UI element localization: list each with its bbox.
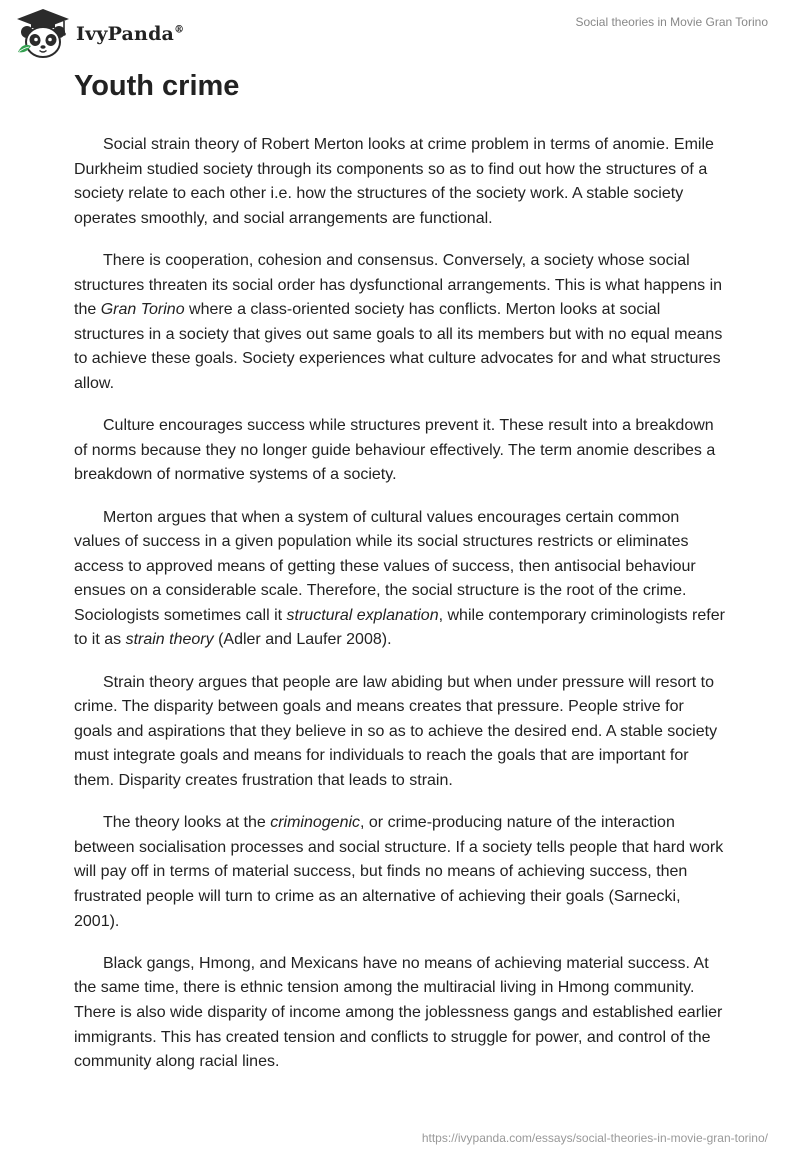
paragraph [74, 414, 726, 488]
text-run: Social strain theory of Robert Merton looks at crime problem in terms of anomie. Emile Durkheim studied society through its components so as to find out how the structures of a society relate to each other i.e. how the structures of the society work. A stable society operates smoothly, and social arrangements are functional. [74, 136, 714, 227]
paragraph [74, 952, 726, 1075]
source-url[interactable]: https://ivypanda.com/essays/social-theories-in-movie-gran-torino/ [421, 1131, 768, 1145]
text-run: where a class-oriented society has conflicts. Merton looks at social structures in a society that gives out same goals to all its members but with no equal means to achieve these goals. Society experiences what culture advocates for and what structures allow. [74, 301, 723, 392]
text-run: , or crime-producing nature of the interaction between socialisation processes and social structure. If a society tells people that hard work will pay off in terms of material success, but finds no means of achieving success, then frustrated people will turn to crime as an alternative of achieving their goals (Sarnecki, 2001). [74, 814, 724, 930]
text-run: , while contemporary criminologists refer to it as [74, 606, 725, 649]
paragraph [74, 811, 726, 934]
text-run: Merton argues that when a system of cultural values encourages certain common values of success in a given population while its social structures restricts or eliminates access to approved means of getting these values of success, then antisocial behaviour ensues on a considerable scale. Therefore, the social structure is the root of the crime. Sociologists sometimes call it [74, 508, 696, 624]
italic-text: structural explanation [286, 606, 439, 624]
text-run: Black gangs, Hmong, and Mexicans have no means of achieving material success. At the same time, there is ethnic tension among the multiracial living in Hmong community. There is also wide disparity of income among the joblessness gangs and established earlier immigrants. This has created tension and conflicts to struggle for power, and control of the community along racial lines. [74, 954, 723, 1071]
text-run: Strain theory argues that people are law abiding but when under pressure will resort to crime. The disparity between goals and means creates that pressure. People strive for goals and aspirations that they believe in so as to achieve the desired end. A stable society must integrate goals and means for individuals to reach the goals that are important for them. Disparity creates frustration that leads to strain. [74, 673, 718, 790]
italic-text: criminogenic [270, 814, 361, 832]
panda-graduate-icon [14, 8, 72, 60]
paragraph [74, 249, 726, 397]
paragraph [74, 506, 726, 654]
brand-logo[interactable] [14, 8, 184, 60]
document-title: Social theories in Movie Gran Torino [575, 15, 768, 29]
italic-text: strain theory [125, 631, 214, 649]
paragraph [74, 133, 726, 231]
brand-name: IvyPanda® [76, 23, 185, 45]
article-body [74, 133, 726, 1092]
text-run: (Adler and Laufer 2008). [213, 631, 392, 649]
text-run: The theory looks at the [103, 814, 271, 832]
text-run: There is cooperation, cohesion and consensus. Conversely, a society whose social structures threaten its social order has dysfunctional arrangements. This is what happens in the [74, 251, 723, 319]
text-run: Culture encourages success while structures prevent it. These result into a breakdown of norms because they no longer guide behaviour effectively. The term anomie describes a breakdown of normative systems of a society. [74, 417, 716, 484]
page-header [0, 0, 800, 70]
paragraph [74, 671, 726, 794]
italic-text: Gran Torino [100, 301, 185, 319]
article-heading: Youth crime [74, 70, 240, 102]
